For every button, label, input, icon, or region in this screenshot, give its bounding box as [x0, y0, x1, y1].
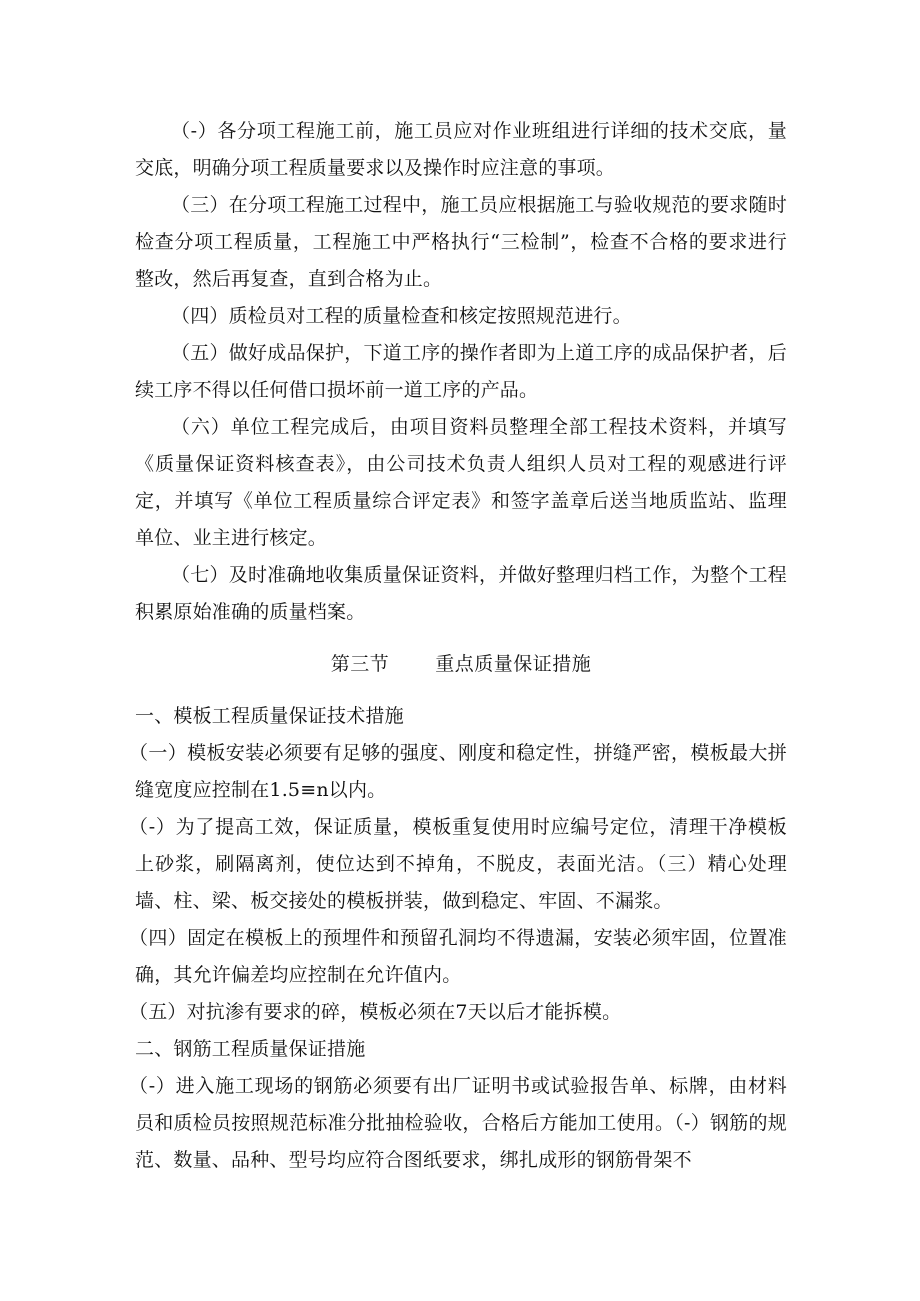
paragraph-quality-4: （四）质检员对工程的质量检查和核定按照规范进行。: [171, 305, 632, 327]
paragraph-quality-3: （三）在分项工程施工过程中，施工员应根据施工与验收规范的要求随时检查分项工程质量，工程施工中严格执行“三检制”，检查不合格的要求进行整改，然后再复查，直到合格为止。: [135, 194, 787, 290]
paragraph-quality-6: （六）单位工程完成后，由项目资料员整理全部工程技术资料，并填写《质量保证资料核查表》，由公司技术负责人组织人员对工程的观感进行评定，并填写《单位工程质量综合评定表》和签字盖章后送当地质监站、监理单位、业主进行核定。: [135, 416, 787, 549]
heading-rebar: 二、钢筋工程质量保证措施: [135, 1038, 366, 1060]
paragraph-quality-7: （七）及时准确地收集质量保证资料，并做好整理归档工作，为整个工程积累原始准确的质量档案。: [135, 564, 787, 623]
section-title: [135, 646, 787, 683]
paragraph-formwork-1: （一）模板安装必须要有足够的强度、刚度和稳定性，拼缝严密，模板最大拼缝宽度应控制在1.5≡n以内。: [129, 742, 787, 801]
section-name: 重点质量保证措施: [435, 653, 592, 675]
section-number: 第三节: [330, 653, 390, 675]
paragraph-formwork-5: （五）对抗渗有要求的碎，模板必须在7天以后才能拆模。: [129, 1001, 622, 1023]
paragraph-rebar-1: （-）进入施工现场的钢筋必须要有出厂证明书或试验报告单、标牌，由材料员和质检员按照规范标准分批抽检验收，合格后方能加工使用。（-）钢筋的规范、数量、品种、型号均应符合图纸要求，绑扎成形的钢筋骨架不: [129, 1075, 787, 1171]
paragraph-formwork-2: （-）为了提高工效，保证质量，模板重复使用时应编号定位，清理干净模板上砂浆，刷隔离剂，使位达到不掉角，不脱皮，表面光洁。（三）精心处理墙、柱、梁、板交接处的模板拼装，做到稳定、牢固、不漏浆。: [129, 816, 787, 912]
paragraph-quality-5: （五）做好成品保护，下道工序的操作者即为上道工序的成品保护者，后续工序不得以任何借口损坏前一道工序的产品。: [135, 342, 787, 401]
paragraph-formwork-4: （四）固定在模板上的预埋件和预留孔洞均不得遗漏，安装必须牢固，位置准确，其允许偏差均应控制在允许值内。: [129, 927, 787, 986]
heading-formwork: 一、模板工程质量保证技术措施: [135, 705, 404, 727]
paragraph-quality-2: （-）各分项工程施工前，施工员应对作业班组进行详细的技术交底，量交底，明确分项工程质量要求以及操作时应注意的事项。: [135, 120, 787, 179]
document-body: [129, 113, 787, 1179]
